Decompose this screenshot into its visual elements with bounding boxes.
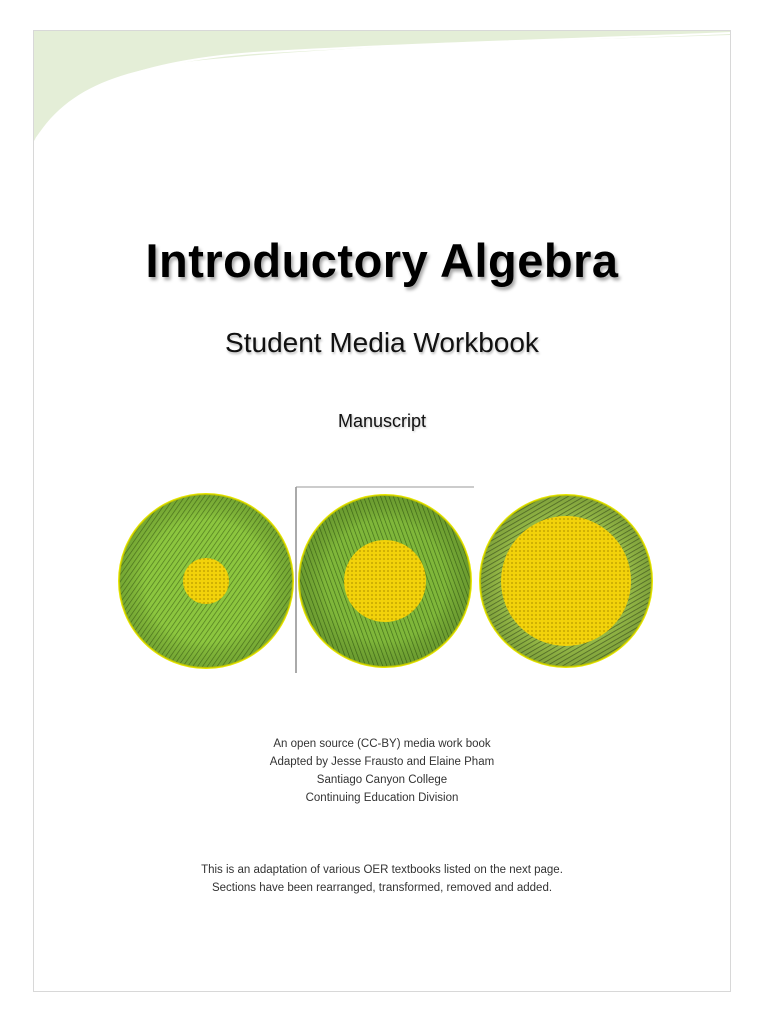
cover-figures: [34, 481, 730, 681]
credits-block: [34, 735, 730, 807]
circle-medium-core: [299, 495, 471, 667]
core-3: [501, 516, 631, 646]
cover-page: [33, 30, 731, 992]
adaptation-note: [34, 861, 730, 897]
credits-line: Santiago Canyon College: [316, 774, 448, 786]
credits-line: Continuing Education Division: [305, 792, 459, 804]
circle-large-core: [480, 495, 652, 667]
manuscript-label: Manuscript: [337, 411, 427, 431]
decorative-swoosh: [34, 31, 730, 151]
note-line: This is an adaptation of various OER textbooks listed on the next page.: [201, 864, 563, 876]
book-title: Introductory Algebra: [145, 234, 619, 287]
note-line: Sections have been rearranged, transformed, removed and added.: [211, 882, 553, 894]
credits-line: An open source (CC-BY) media work book: [273, 738, 491, 750]
credits-line: Adapted by Jesse Frausto and Elaine Pham: [269, 756, 495, 768]
circle-small-core: [119, 494, 293, 668]
swoosh-band: [34, 31, 730, 141]
core-1: [183, 558, 229, 604]
book-subtitle: Student Media Workbook: [225, 327, 539, 358]
core-2: [344, 540, 426, 622]
